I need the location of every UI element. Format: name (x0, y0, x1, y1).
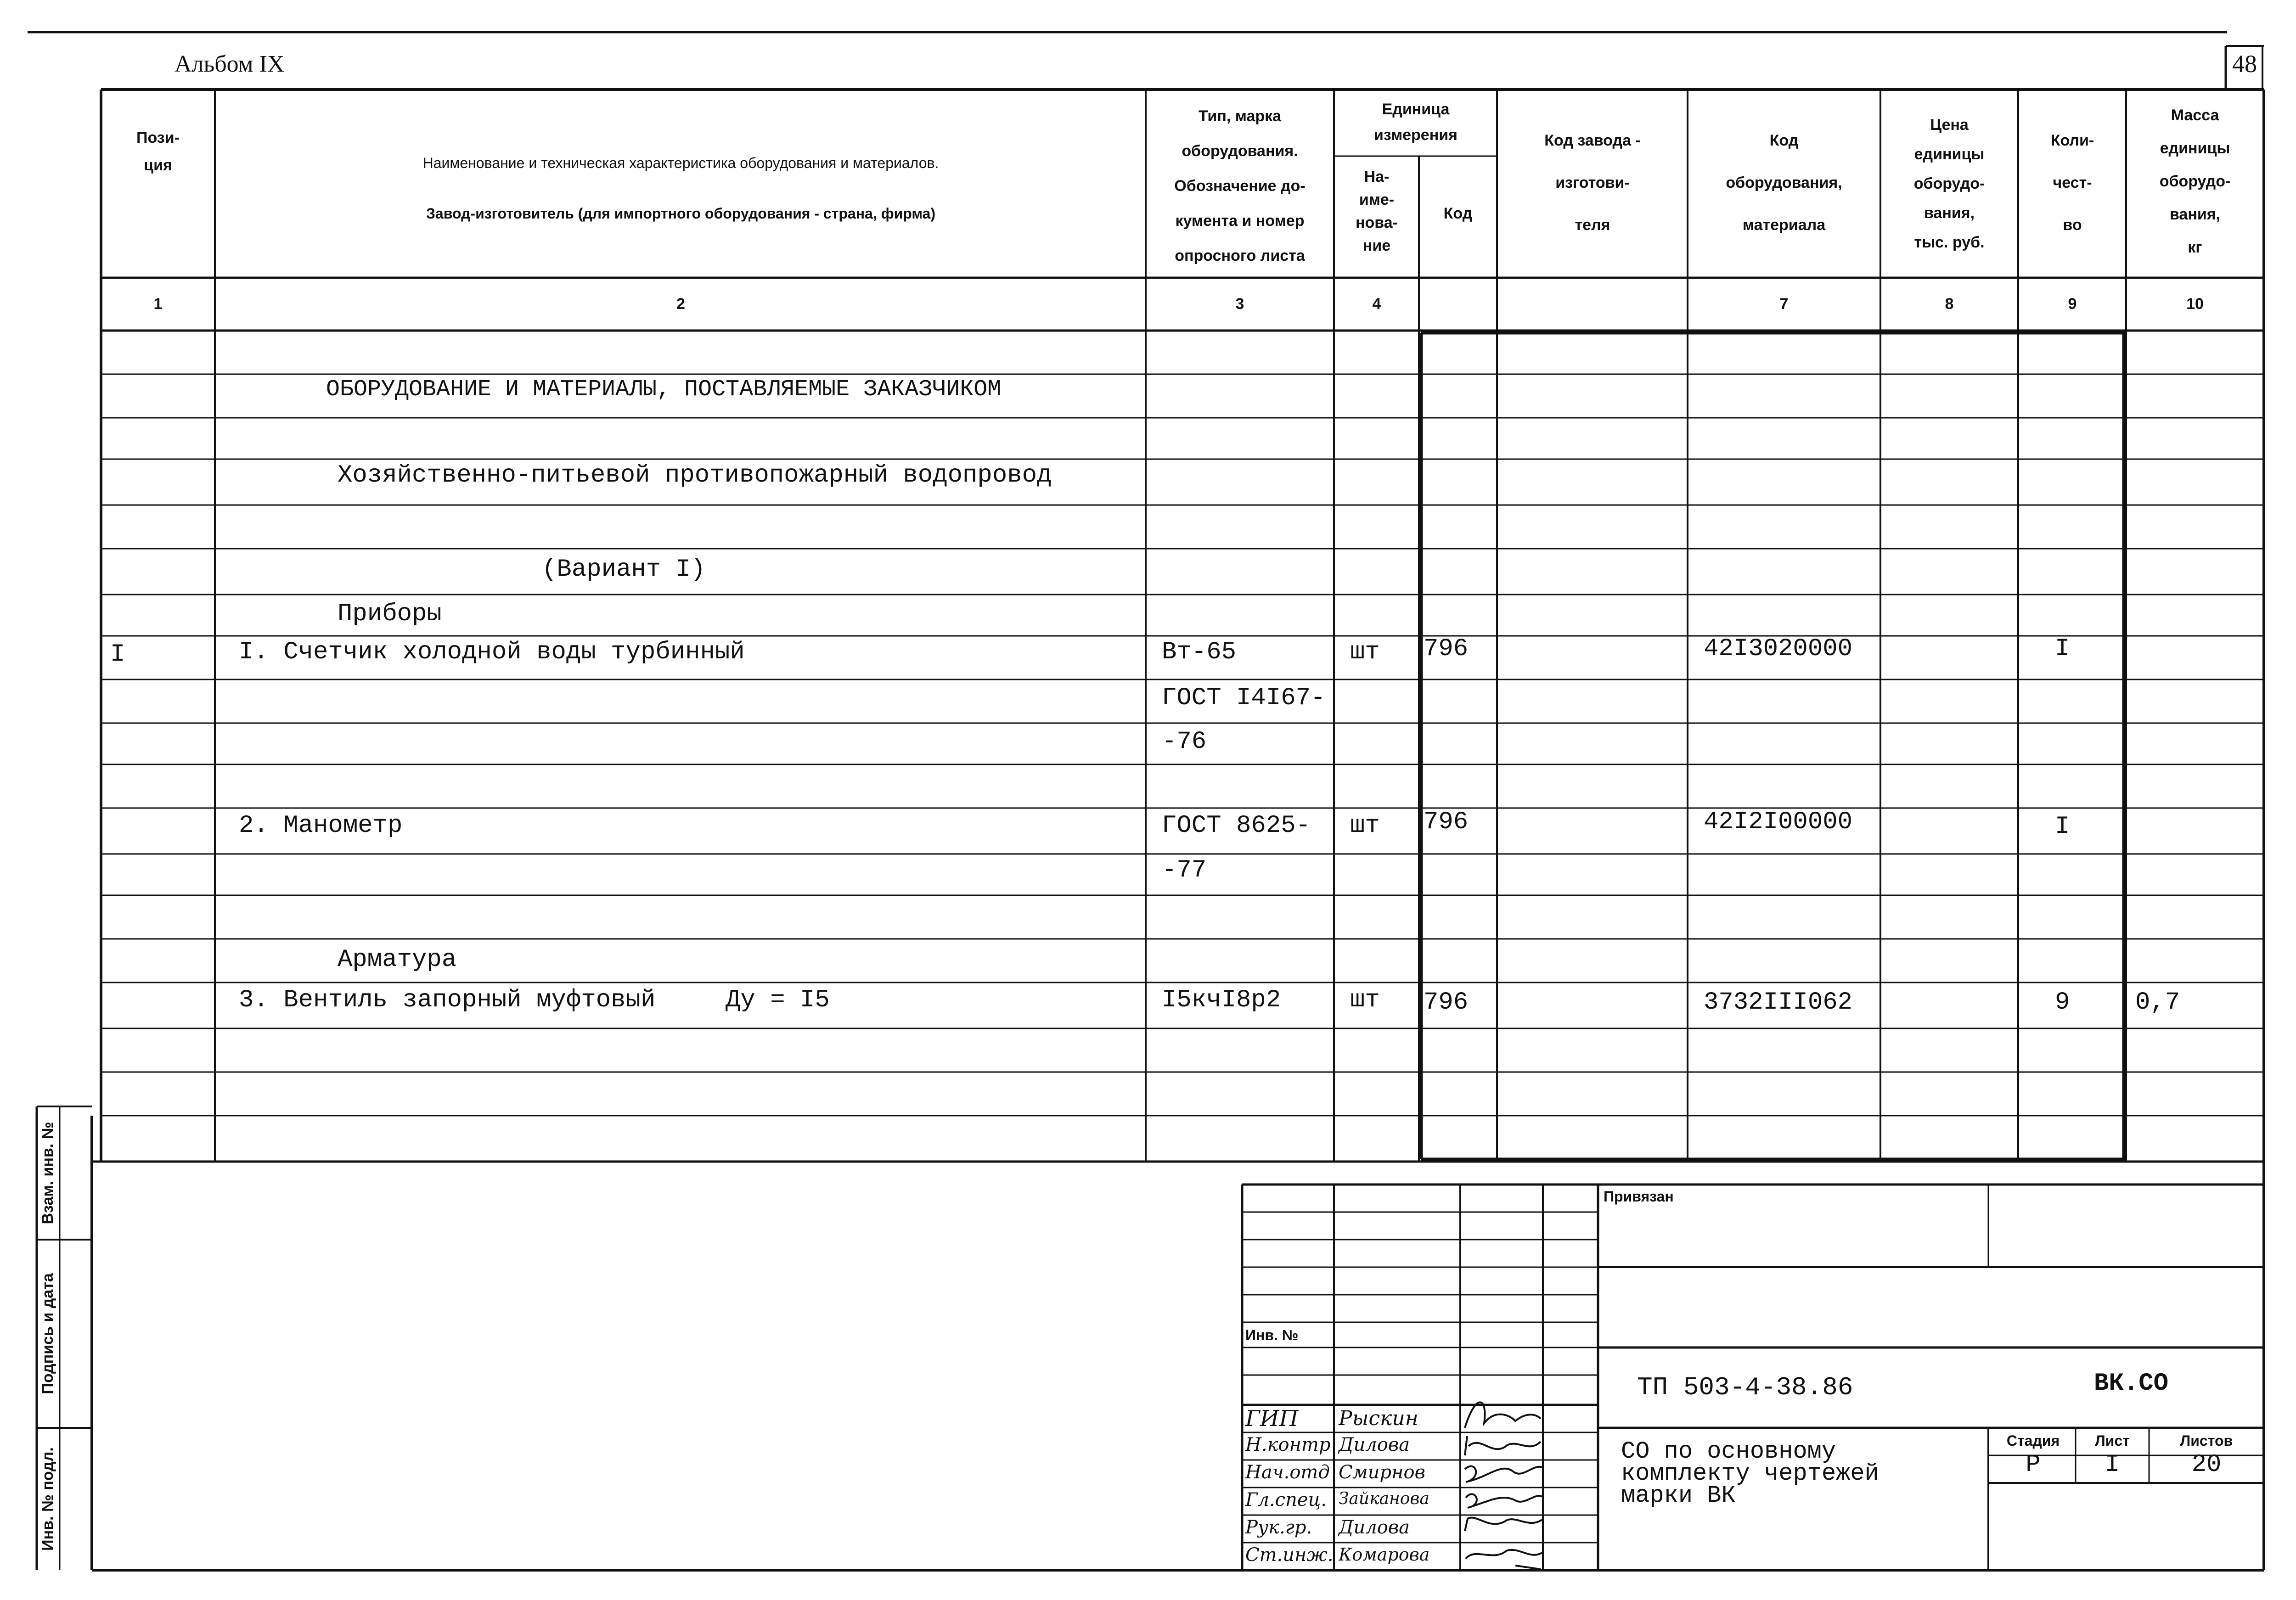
item-1-qty: I (2055, 635, 2070, 663)
item-2-type-2: -77 (1162, 856, 1207, 884)
section-subtitle: Хозяйственно-питьевой противопожарный водопровод (338, 461, 1052, 489)
tb-inv-no: Инв. № (1245, 1327, 1299, 1343)
tb-sheets: 20 (2191, 1451, 2222, 1479)
variant-label: (Вариант I) (542, 556, 706, 584)
item-3-qty: 9 (2055, 988, 2070, 1016)
item-3-dn: Ду = I5 (726, 986, 830, 1014)
item-1-type-1: Вт-65 (1162, 638, 1237, 666)
header-name: Наименование и техническая характеристика оборудования и материалов. Завод-изготовитель (для импортного оборудования - страна, фирма) (422, 155, 939, 222)
tb-name-2: Дилова (1339, 1434, 1410, 1455)
tb-doc-code: ТП 503-4-38.86 (1637, 1373, 1853, 1402)
item-1-type-2: ГОСТ I4I67- (1162, 684, 1326, 712)
item-1-code: 42I3020000 (1704, 635, 1853, 663)
tb-role-3: Нач.отд (1245, 1462, 1330, 1483)
item-1-pos: I (110, 640, 125, 668)
item-3-unit: шт (1350, 986, 1380, 1014)
tb-stage: Р (2026, 1451, 2041, 1479)
item-2-code: 42I2I00000 (1704, 808, 1853, 836)
header-unit: Единица измерения (1374, 101, 1458, 144)
tb-role-6: Ст.инж. (1245, 1544, 1334, 1566)
colnum-9: 9 (2068, 295, 2077, 313)
signature-4 (1466, 1494, 1542, 1508)
tb-role-4: Гл.спец. (1245, 1489, 1327, 1510)
header-unit-code: Код (1443, 205, 1473, 222)
item-2-unit-code: 796 (1424, 808, 1469, 836)
header-price: Цена единицы оборудо- вания, тыс. руб. (1913, 116, 1985, 251)
colnum-8: 8 (1945, 295, 1954, 313)
tb-stage-label: Стадия (2006, 1432, 2060, 1449)
signature-2 (1465, 1436, 1541, 1455)
signature-5 (1465, 1518, 1542, 1531)
item-2-unit: шт (1350, 812, 1380, 840)
tb-privyazan: Привязан (1604, 1188, 1674, 1205)
tb-name-1: Рыскин (1339, 1407, 1418, 1430)
colnum-1: 1 (153, 295, 163, 313)
header-unit-name: На- име- нова- ние (1356, 168, 1398, 254)
colnum-3: 3 (1235, 295, 1244, 313)
side-vzam: Взам. инв. № (39, 1122, 56, 1224)
item-1-unit: шт (1350, 638, 1380, 666)
header-equipment-code: Код оборудования, материала (1726, 132, 1842, 234)
item-2-name: 2. Манометр (239, 812, 403, 840)
tb-sheets-label: Листов (2180, 1432, 2233, 1449)
item-1-type-3: -76 (1162, 728, 1207, 756)
header-mass: Масса единицы оборудо- вания, кг (2159, 107, 2231, 256)
tb-name-4: Зайканова (1339, 1489, 1429, 1508)
tb-sheet-label: Лист (2095, 1432, 2130, 1449)
header-pos: Пози- ция (136, 129, 180, 174)
tb-name-3: Смирнов (1339, 1462, 1425, 1483)
item-3-code: 3732III062 (1704, 988, 1853, 1016)
item-1-name: I. Счетчик холодной воды турбинный (239, 638, 745, 666)
signature-1 (1465, 1402, 1541, 1428)
header-type: Тип, марка оборудования. Обозначение до- кумента и номер опросного листа (1174, 107, 1306, 264)
header-factory-code: Код завода - изготови- теля (1544, 132, 1641, 234)
item-3-unit-code: 796 (1424, 988, 1469, 1016)
side-inv-podl: Инв. № подл. (39, 1447, 56, 1551)
item-1-unit-code: 796 (1424, 635, 1469, 663)
colnum-2: 2 (676, 295, 685, 313)
signature-3 (1465, 1466, 1542, 1482)
tb-role-1: ГИП (1245, 1406, 1299, 1432)
tb-sheet: I (2105, 1451, 2120, 1479)
subsection-fittings: Арматура (338, 946, 457, 974)
item-2-qty: I (2055, 813, 2070, 841)
item-3-type: I5кчI8р2 (1162, 986, 1281, 1014)
album-label: Альбом IX (174, 51, 285, 77)
sheet-number: 48 (2232, 50, 2257, 78)
tb-description: СО по основному комплекту чертежей марки ВК (1621, 1438, 1879, 1509)
tb-role-2: Н.контр (1245, 1434, 1331, 1455)
colnum-4: 4 (1372, 295, 1381, 313)
colnum-7: 7 (1779, 295, 1789, 313)
section-title: ОБОРУДОВАНИЕ И МАТЕРИАЛЫ, ПОСТАВЛЯЕМЫЕ ЗАКАЗЧИКОМ (326, 376, 1002, 403)
item-2-type-1: ГОСТ 8625- (1162, 812, 1311, 840)
item-3-mass: 0,7 (2135, 988, 2180, 1016)
side-podpis: Подпись и дата (39, 1273, 56, 1394)
header-qty: Коли- чест- во (2050, 132, 2094, 234)
tb-name-5: Дилова (1339, 1517, 1410, 1538)
tb-role-5: Рук.гр. (1245, 1517, 1312, 1538)
tb-mark: ВК.СО (2094, 1370, 2169, 1398)
item-3-name: 3. Вентиль запорный муфтовый (239, 986, 656, 1014)
subsection-instruments: Приборы (338, 600, 442, 628)
signature-6 (1466, 1550, 1542, 1569)
tb-name-6: Комарова (1339, 1544, 1430, 1565)
colnum-10: 10 (2186, 295, 2204, 313)
